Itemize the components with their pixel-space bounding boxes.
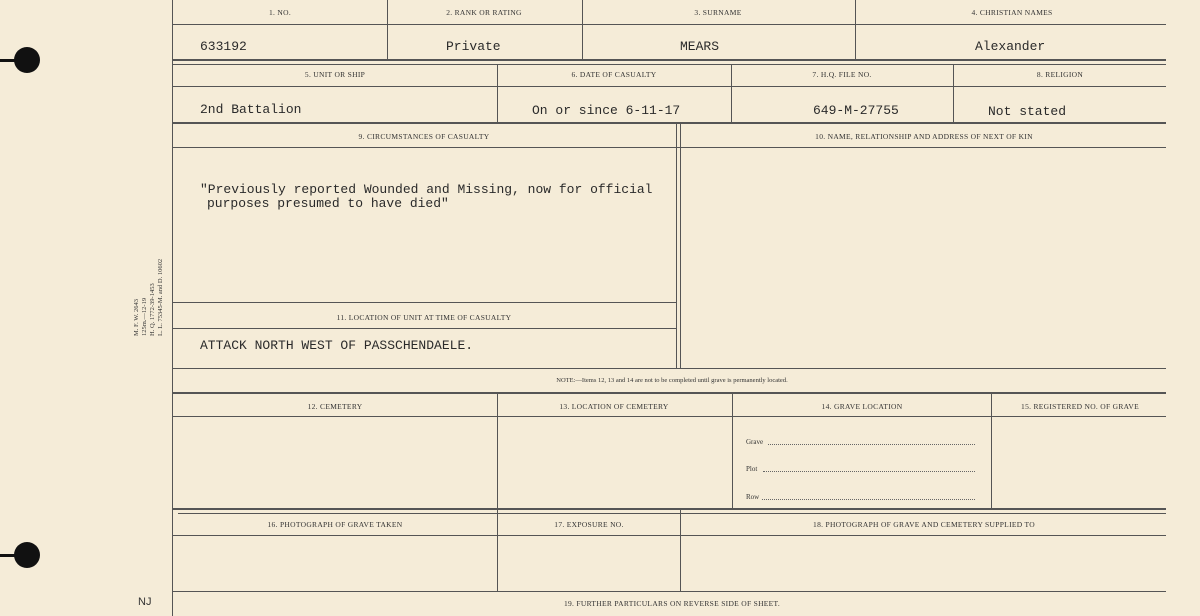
note: NOTE:—Items 12, 13 and 14 are not to be completed until grave is permanently located. xyxy=(556,377,788,384)
rule xyxy=(172,24,1166,25)
punch-hole-top xyxy=(14,47,40,73)
label-no: 1. NO. xyxy=(268,8,292,17)
side-print xyxy=(130,258,190,340)
value-surname: MEARS xyxy=(680,39,720,54)
rule xyxy=(172,64,1166,65)
punch-hole-bottom xyxy=(14,542,40,568)
rule xyxy=(172,392,1166,394)
label-grave-location: 14. GRAVE LOCATION xyxy=(821,402,903,411)
rule xyxy=(497,510,498,592)
label-location-cemetery: 13. LOCATION OF CEMETERY xyxy=(559,402,669,411)
plot-label: Plot xyxy=(746,465,758,473)
rule xyxy=(582,0,583,60)
value-rank: Private xyxy=(446,39,501,54)
value-hq-file: 649-M-27755 xyxy=(813,103,899,118)
rule xyxy=(731,64,732,123)
value-religion: Not stated xyxy=(988,104,1067,119)
label-cemetery: 12. CEMETERY xyxy=(307,402,363,411)
side-print-line2: 125m.—12-19 xyxy=(141,297,148,336)
label-unit: 5. UNIT OR SHIP xyxy=(304,70,366,79)
side-print-line1: M. F. W. 2643 xyxy=(133,298,140,336)
row-dotted-line xyxy=(762,499,975,500)
side-print-line4: L. L. 75345-M. and D. 10602 xyxy=(157,258,164,336)
side-print-line3: H. Q. 1772-39-1453 xyxy=(149,283,156,336)
rule xyxy=(172,535,1166,536)
label-next-of-kin: 10. NAME, RELATIONSHIP AND ADDRESS OF NEXT OF KIN xyxy=(815,132,1033,141)
value-christian-names: Alexander xyxy=(975,39,1046,54)
rule xyxy=(387,0,388,60)
rule xyxy=(172,368,1166,369)
rule xyxy=(172,591,1166,592)
rule xyxy=(676,124,677,368)
rule xyxy=(680,124,681,368)
rule xyxy=(855,0,856,60)
label-circumstances: 9. CIRCUMSTANCES OF CASUALTY xyxy=(358,132,490,141)
grave-dotted-line xyxy=(768,444,975,445)
label-surname: 3. SURNAME xyxy=(694,8,742,17)
plot-dotted-line xyxy=(763,471,975,472)
row-label: Row xyxy=(746,493,760,501)
value-location-unit: ATTACK NORTH WEST OF PASSCHENDAELE. xyxy=(200,338,474,353)
rule xyxy=(732,394,733,509)
label-further-particulars: 19. FURTHER PARTICULARS ON REVERSE SIDE OF SHEET. xyxy=(563,599,781,608)
label-registered-no: 15. REGISTERED NO. OF GRAVE xyxy=(1021,402,1139,411)
rule xyxy=(497,64,498,123)
rule xyxy=(497,394,498,509)
grave-label: Grave xyxy=(746,438,764,446)
rule xyxy=(953,64,954,123)
label-date: 6. DATE OF CASUALTY xyxy=(571,70,657,79)
rule xyxy=(172,59,1166,61)
left-border xyxy=(172,0,173,616)
rule xyxy=(172,86,1166,87)
rule xyxy=(178,513,1166,514)
label-exposure: 17. EXPOSURE NO. xyxy=(554,520,624,529)
initials: NJ xyxy=(138,596,152,608)
label-photo-taken: 16. PHOTOGRAPH OF GRAVE TAKEN xyxy=(267,520,403,529)
value-date: On or since 6-11-17 xyxy=(532,103,681,118)
rule xyxy=(172,122,1166,124)
rule xyxy=(172,302,677,303)
rule xyxy=(172,147,1166,148)
label-location-unit: 11. LOCATION OF UNIT AT TIME OF CASUALTY xyxy=(336,313,512,322)
rule xyxy=(680,510,681,592)
rule xyxy=(172,416,1166,417)
rule xyxy=(172,508,1166,510)
label-christian-names: 4. CHRISTIAN NAMES xyxy=(971,8,1053,17)
rule xyxy=(172,328,677,329)
label-religion: 8. RELIGION xyxy=(1036,70,1084,79)
label-photo-supplied: 18. PHOTOGRAPH OF GRAVE AND CEMETERY SUPPLIED TO xyxy=(813,520,1035,529)
value-no: 633192 xyxy=(200,39,247,54)
value-circumstances-line2: purposes presumed to have died" xyxy=(207,196,449,211)
label-hq-file: 7. H.Q. FILE NO. xyxy=(812,70,872,79)
value-circumstances-line1: "Previously reported Wounded and Missing, now for official xyxy=(200,182,653,197)
value-unit: 2nd Battalion xyxy=(200,102,302,117)
label-rank: 2. RANK OR RATING xyxy=(446,8,522,17)
rule xyxy=(991,394,992,509)
